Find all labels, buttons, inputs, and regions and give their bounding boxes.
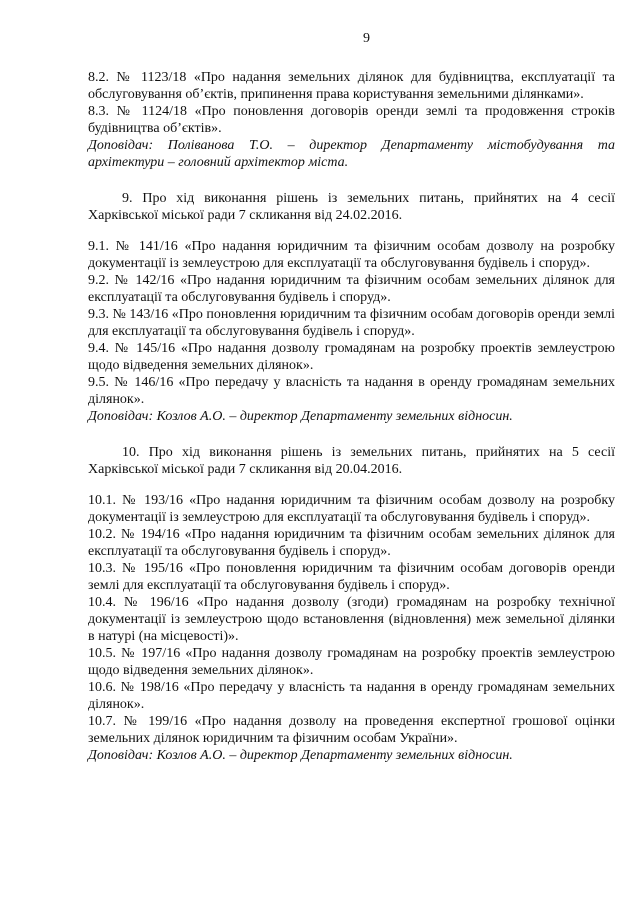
agenda-item-10-4: 10.4. № 196/16 «Про надання дозволу (згоди) громадянам на розробку технічної документації із землеустрою щодо встановлення (відновлення) меж земельної ділянки в натурі (на місцевості)». [88,595,615,644]
agenda-item-10-5: 10.5. № 197/16 «Про надання дозволу громадянам на розробку проектів землеустрою щодо відведення земельних ділянок». [88,646,615,678]
agenda-item-10-7: 10.7. № 199/16 «Про надання дозволу на проведення експертної грошової оцінки земельних ділянок юридичним та фізичним особам України». [88,714,615,746]
section-gap [88,478,615,492]
agenda-item-9-5: 9.5. № 146/16 «Про передачу у власність та надання в оренду громадянам земельних ділянок». [88,375,615,407]
agenda-item-8-3: 8.3. № 1124/18 «Про поновлення договорів оренди землі та продовження строків будівництва об’єктів». [88,104,615,136]
agenda-item-9-4: 9.4. № 145/16 «Про надання дозволу громадянам на розробку проектів землеустрою щодо відведення земельних ділянок». [88,341,615,373]
agenda-item-9-3: 9.3. № 143/16 «Про поновлення юридичним та фізичним особам договорів оренди землі для експлуатації та обслуговування будівель і споруд». [88,307,615,339]
agenda-item-9-1: 9.1. № 141/16 «Про надання юридичним та фізичним особам дозволу на розробку документації із землеустрою для експлуатації та обслуговування будівель і споруд». [88,239,615,271]
reporter-line-9: Доповідач: Козлов А.О. – директор Департаменту земельних відносин. [88,409,513,424]
section-gap [88,171,615,190]
agenda-item-10-6: 10.6. № 198/16 «Про передачу у власність та надання в оренду громадянам земельних ділянок». [88,680,615,712]
section-heading-10: 10. Про хід виконання рішень із земельних питань, прийнятих на 5 сесії Харківської міської ради 7 скликання від 20.04.2016. [88,445,615,477]
section-gap [88,224,615,238]
agenda-item-8-2: 8.2. № 1123/18 «Про надання земельних ділянок для будівництва, експлуатації та обслуговування об’єктів, припинення права користування земельними ділянками». [88,70,615,102]
agenda-item-10-1: 10.1. № 193/16 «Про надання юридичним та фізичним особам дозволу на розробку документації із землеустрою для експлуатації та обслуговування будівель і споруд». [88,493,615,525]
reporter-line-8: Доповідач: Поліванова Т.О. – директор Департаменту містобудування та архітектури – головний архітектор міста. [88,138,615,170]
section-gap [88,425,615,444]
agenda-item-9-2: 9.2. № 142/16 «Про надання юридичним та фізичним особам земельних ділянок для експлуатації та обслуговування будівель і споруд». [88,273,615,305]
reporter-line-10: Доповідач: Козлов А.О. – директор Департаменту земельних відносин. [88,748,513,763]
agenda-item-10-2: 10.2. № 194/16 «Про надання юридичним та фізичним особам земельних ділянок для експлуатації та обслуговування будівель і споруд». [88,527,615,559]
page-number: 9 [363,31,370,46]
agenda-item-10-3: 10.3. № 195/16 «Про поновлення юридичним та фізичним особам договорів оренди землі для експлуатації та обслуговування будівель і споруд». [88,561,615,593]
section-heading-9: 9. Про хід виконання рішень із земельних питань, прийнятих на 4 сесії Харківської міської ради 7 скликання від 24.02.2016. [88,191,615,223]
